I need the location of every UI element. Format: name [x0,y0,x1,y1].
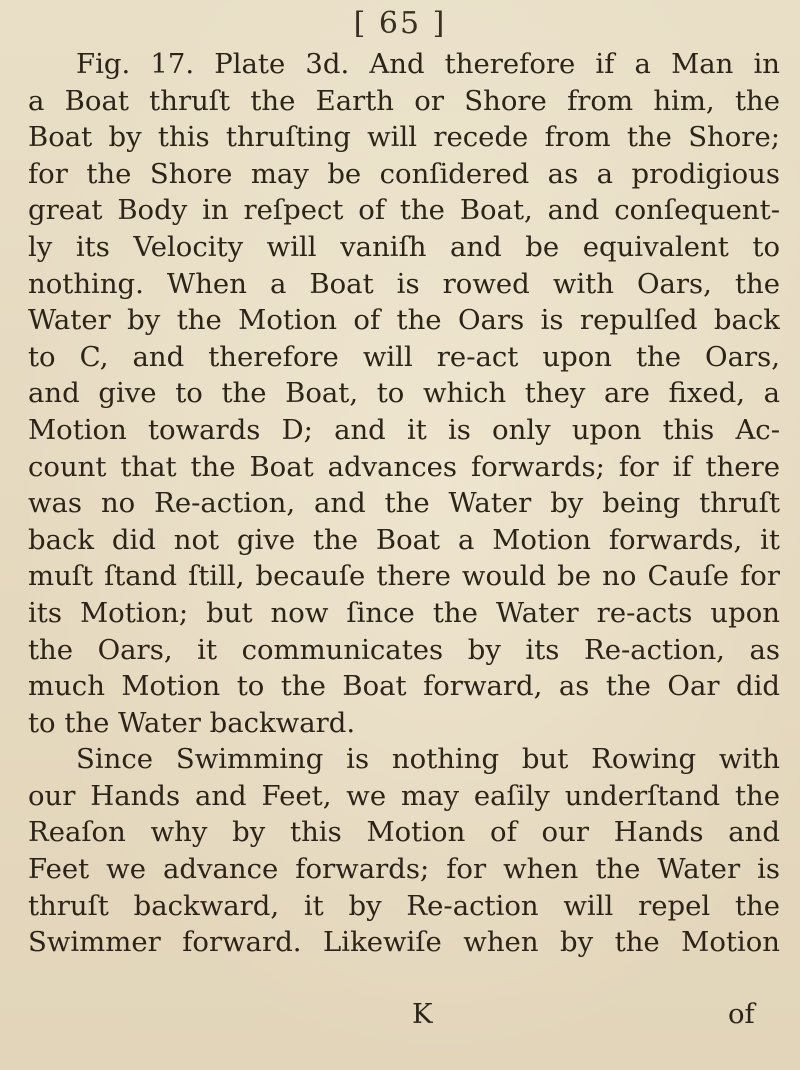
page-footer [0,996,800,1032]
signature-mark: K [412,998,433,1030]
text-line: Fig. 17. Plate 3d. And therefore if a Man in [76,48,780,80]
text-line: count that the Boat advances forwards; for if there [28,450,780,483]
text-line: the Oars, it communicates by its Re-action, as [28,633,780,666]
text-line: muſt ſtand ſtill, becauſe there would be no Cauſe for [28,560,780,593]
text-line: Swimmer forward. Likewiſe when by the Motion [28,926,780,959]
text-line: Reaſon why by this Motion of our Hands and [28,816,780,849]
text-line: its Motion; but now ſince the Water re-acts upon [28,596,780,629]
text-line: our Hands and Feet, we may eaſily underſtand the [28,779,780,812]
text-line: a Boat thruſt the Earth or Shore from him, the [28,84,780,117]
text-line: for the Shore may be conſidered as a prodigious [28,157,780,190]
body-text [28,46,780,961]
text-line: to C, and therefore will re-act upon the Oars, [28,340,780,373]
text-line: Motion towards D; and it is only upon this Ac- [28,413,780,446]
page-number: [ 65 ] [353,6,447,41]
text-line: Water by the Motion of the Oars is repulſed back [28,304,780,337]
text-line: to the Water backward. [28,706,356,739]
text-line: was no Re-action, and the Water by being thruſt [28,487,780,520]
text-line: Boat by this thruſting will recede from the Shore; [28,121,780,154]
text-line: thruſt backward, it by Re-action will repel the [28,889,780,922]
catchword: of [728,998,755,1030]
text-line: back did not give the Boat a Motion forwards, it [28,523,780,556]
text-line: much Motion to the Boat forward, as the Oar did [28,670,780,703]
text-line: and give to the Boat, to which they are fixed, a [28,377,780,410]
text-line: great Body in reſpect of the Boat, and conſequent- [28,194,780,227]
text-line: ly its Velocity will vaniſh and be equivalent to [28,230,780,263]
text-line: nothing. When a Boat is rowed with Oars, the [28,267,780,300]
text-line: Feet we advance forwards; for when the Water is [28,853,780,886]
text-line: Since Swimming is nothing but Rowing with [76,743,780,776]
